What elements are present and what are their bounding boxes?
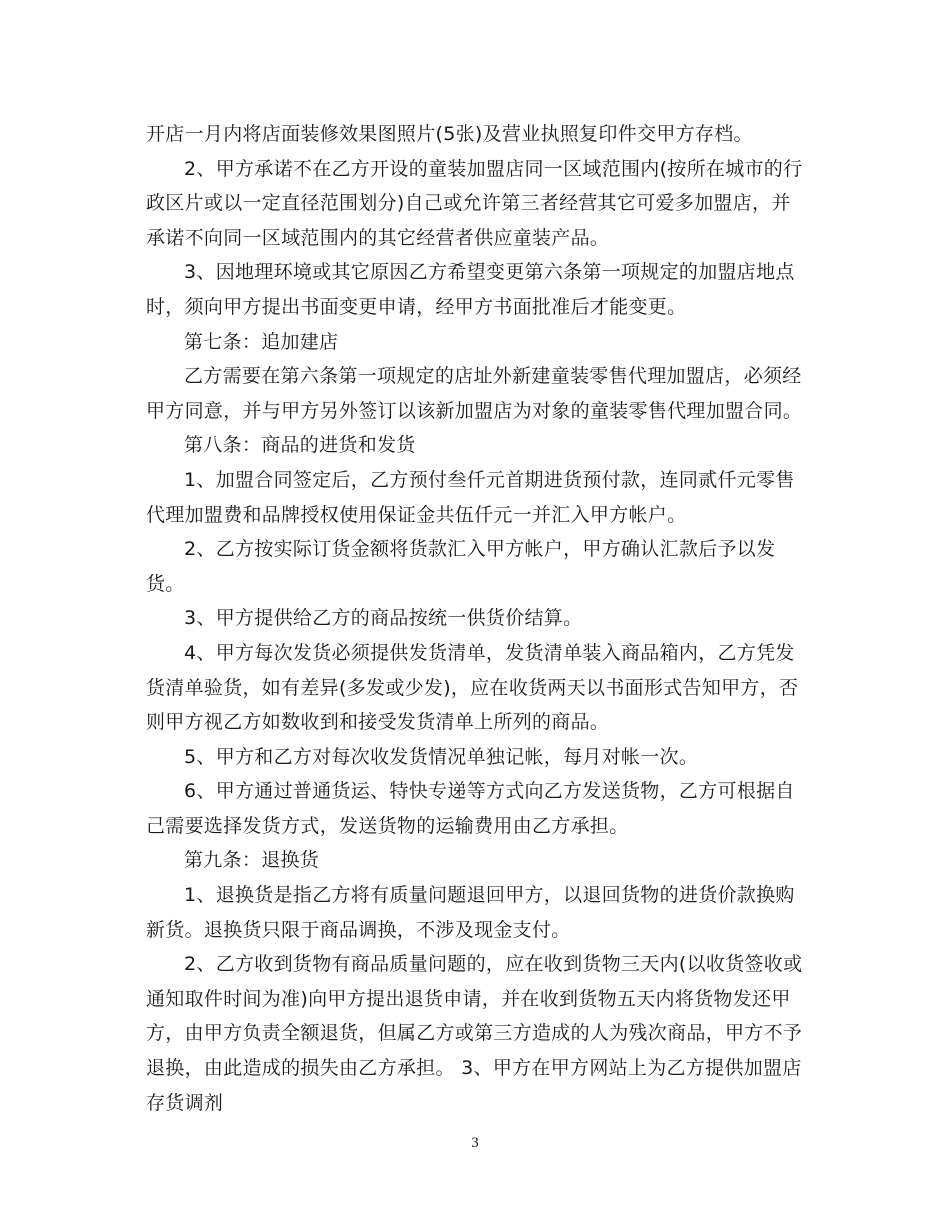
- clause-9-heading: 第九条：退换货: [184, 849, 320, 872]
- clause-9-item-2: 2、乙方收到货物有商品质量问题的，应在收到货物三天内(以收货签收或通知取件时间为准)向甲方提出退货申请，并在收到货物五天内将货物发还甲方，由甲方负责全额退货，但属乙方或第三方造成的人为残次商品，甲方不予退换，由此造成的损失由乙方承担。 3、甲方在甲方网站上为乙方提供加盟店存货调剂: [146, 953, 803, 1114]
- clause-7-body: 乙方需要在第六条第一项规定的店址外新建童装零售代理加盟店，必须经甲方同意，并与甲方另外签订以该新加盟店为对象的童装零售代理加盟合同。: [146, 365, 803, 422]
- clause-8-item-3: 3、甲方提供给乙方的商品按统一供货价结算。: [184, 607, 583, 630]
- clause-7-heading: 第七条：追加建店: [184, 330, 339, 353]
- clause-9-item-1: 1、退换货是指乙方将有质量问题退回甲方，以退回货物的进货价款换购新货。退换货只限于商品调换，不涉及现金支付。: [146, 884, 795, 941]
- clause-6-item-2: 2、甲方承诺不在乙方开设的童装加盟店同一区域范围内(按所在城市的行政区片或以一定直径范围划分)自己或允许第三者经营其它可爱多加盟店，并承诺不向同一区域范围内的其它经营者供应童装产品。: [146, 157, 803, 249]
- document-body: [146, 117, 806, 1120]
- clause-8-item-6: 6、甲方通过普通货运、特快专递等方式向乙方发送货物，乙方可根据自己需要选择发货方式，发送货物的运输费用由乙方承担。: [146, 780, 795, 837]
- page-number: 3: [471, 1135, 479, 1151]
- clause-8-heading: 第八条：商品的进货和发货: [184, 434, 416, 457]
- clause-8-item-4: 4、甲方每次发货必须提供发货清单，发货清单装入商品箱内，乙方凭发货清单验货，如有差异(多发或少发)，应在收货两天以书面形式告知甲方，否则甲方视乙方如数收到和接受发货清单上所列的商品。: [146, 641, 799, 734]
- clause-6-item-3: 3、因地理环境或其它原因乙方希望变更第六条第一项规定的加盟店地点时，须向甲方提出书面变更申请，经甲方书面批准后才能变更。: [146, 261, 795, 318]
- clause-8-item-2: 2、乙方按实际订货金额将货款汇入甲方帐户，甲方确认汇款后予以发货。: [146, 538, 776, 595]
- paragraph-continuation: 开店一月内将店面装修效果图照片(5张)及营业执照复印件交甲方存档。: [146, 123, 753, 145]
- clause-8-item-1: 1、加盟合同签定后，乙方预付叁仟元首期进货预付款，连同贰仟元零售代理加盟费和品牌授权使用保证金共伍仟元一并汇入甲方帐户。: [146, 468, 795, 526]
- clause-8-item-5: 5、甲方和乙方对每次收发货情况单独记帐，每月对帐一次。: [184, 745, 699, 768]
